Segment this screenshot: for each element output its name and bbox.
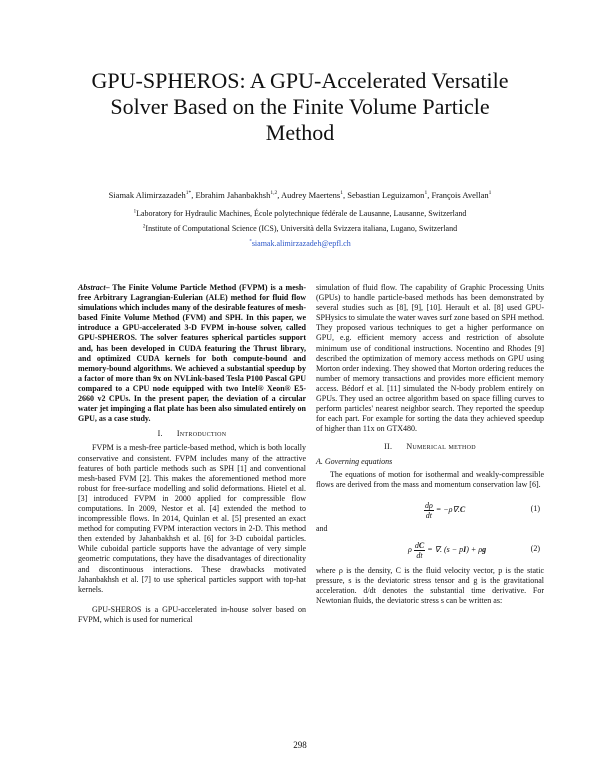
author-affiliation-mark: 1* [185, 190, 192, 197]
section-heading-numerical-method [316, 442, 544, 452]
author-affiliation-mark: 1 [424, 190, 428, 197]
equation-number: (2) [530, 543, 540, 553]
affiliation-1 [10, 209, 590, 218]
email-mark: * [249, 239, 252, 245]
author-affiliation-mark: 1 [340, 190, 343, 197]
affiliation-2 [10, 224, 590, 233]
author-affiliation-mark: 1 [488, 190, 492, 197]
author-name: François Avellan [431, 190, 489, 200]
author-list: Siamak Alimirzazadeh$^{1*}$, Ebrahim Jahanbakhsh$^{1,2}$, Audrey Maertens$^1$, Sebastian Leguizamon$^1$, François Avellan$^1$ [108, 190, 492, 200]
equation-number: (1) [530, 503, 540, 513]
author-name: Audrey Maertens [281, 190, 341, 200]
paragraph: GPU-SHEROS is a GPU-accelerated in-house solver based on FVPM, which is used for numerical [78, 604, 306, 624]
email-link[interactable]: siamak.alimirzazadeh@epfl.ch [251, 239, 351, 248]
title-line-1: GPU-SPHEROS: A GPU-Accelerated Versatile [91, 68, 509, 93]
title-line-2: Solver Based on the Finite Volume Particle [110, 94, 490, 119]
section-title: Numerical method [406, 442, 476, 452]
abstract-label: Abstract [78, 283, 106, 292]
abstract-text: – The Finite Volume Particle Method (FVPM) is a mesh-free Arbitrary Lagrangian-Eulerian (ALE) method for fluid flow simulations which includes many of the desirable features of mesh-based Finite Volume Method (FVM) and SPH. In this paper, we introduce a GPU-accelerated 3-D FVPM in-house solver, called GPU-SPHEROS. The solver features spherical particles support and, has been developed in CUDA featuring the Thrust library, and optimized CUDA kernels for both compute-bound and memory-bound algorithms. We achieved a substantial speedup by a factor of more than 9x on NVLink-based Tesla P100 Pascal GPU compared to a CPU node equipped with two Intel® Xeon® E5-2660 v2 CPUs. In the present paper, the deviation of a circular water jet impinging a flat plate has been also simulated entirely on GPU, as a case study. [78, 283, 306, 424]
section-number: II. [384, 442, 393, 452]
page-number: 298 [293, 740, 307, 750]
affiliation-mark: 1 [133, 209, 137, 215]
paragraph: The equations of motion for isothermal and weakly-compressible flows are derived from the mass and momentum conservation law [6]. [316, 469, 544, 489]
title-line-3: Method [265, 120, 335, 145]
paragraph: simulation of fluid flow. The capability of Graphic Processing Units (GPUs) to handle particle-based methods has been demonstrated by several studies such as [8], [9], [10]. Herault et al. [8] used GPU-SPHysics to simulate the water waves surf zone based on SPH method. They proposed various techniques to get a higher performance on GPU, e.g. efficient memory access and restriction of absolute minimum use of conditional instructions. Nocentino and Rhodes [9] described the optimization of memory access methods on GPU using Morton order indexing. They showed that Morton ordering reduces the number of memory transactions and provides more efficient memory access. Bédorf et al. [11] simulated the N-body problem entirely on GPUs. They used an octree algorithm based on space filling curves to perform particles' nearest neighbor search. They reported the speedup for each part. For example for sorting the data they achieved speedup of higher than 11x on GTX480. [316, 283, 544, 434]
affiliation-text: Laboratory for Hydraulic Machines, École polytechnique fédérale de Lausanne, Lausanne, Switzerland [136, 209, 467, 218]
section-number: I. [157, 429, 163, 439]
conjunction-text: and [316, 523, 328, 533]
author-name: Sebastian Leguizamon [347, 190, 425, 200]
equation-2: ρ $\frac{dC}{dt}$ = ∇. (s − pI) + ρg (2) [408, 540, 540, 560]
section-heading-introduction [78, 429, 306, 439]
contact-email [10, 239, 590, 248]
abstract [78, 283, 306, 424]
author-name: Siamak Alimirzazadeh [108, 190, 186, 200]
right-column [316, 283, 544, 606]
paragraph: where ρ is the density, C is the fluid velocity vector, p is the static pressure, s is the deviatoric stress tensor and g is the gravitational acceleration. d/dt denotes the substantial time derivative. For Newtonian fluids, the deviatoric stress s can be written as: [316, 565, 544, 606]
author-name: Ebrahim Jahanbakhsh [195, 190, 271, 200]
author-affiliation-mark: 1,2 [270, 190, 278, 197]
left-column [78, 283, 306, 625]
paragraph: FVPM is a mesh-free particle-based method, which is both locally conservative and consistent. FVPM includes many of the attractive features of both particle methods such as SPH [1] and conventional mesh-based FVM [2]. This makes the aforementioned method more robust for free-surface modelling and solid deformations. Hietel et al. [3] introduced FVPM in 2000 applied for compressible flow computations. In 2009, Nestor et al. [4] extended the method to incompressible flows. In 2014, Quinlan et al. [5] presented an exact method for computing FVPM interaction vectors in 2-D. This method then extended by Jahanbakhsh et al. [6] for 3-D cuboidal particles. While cuboidal particle supports have the advantage of very simple geometric computations, they have the disadvantages of directionality and discontinuous interactions. These drawbacks motivated Jahanbakhsh et al. [7] to use spherical particles support with top-hat kernels. [78, 443, 306, 594]
affiliation-mark: 2 [142, 224, 146, 230]
paper-title [40, 68, 560, 146]
section-title: Introduction [176, 429, 227, 439]
subsection-heading: A. Governing equations [316, 456, 393, 466]
equation-1: $\frac{d\rho}{dt}$ = −ρ∇.C (1) [425, 500, 540, 520]
affiliation-text: Institute of Computational Science (ICS), Università della Svizzera italiana, Lugano, Switzerland [145, 224, 458, 233]
